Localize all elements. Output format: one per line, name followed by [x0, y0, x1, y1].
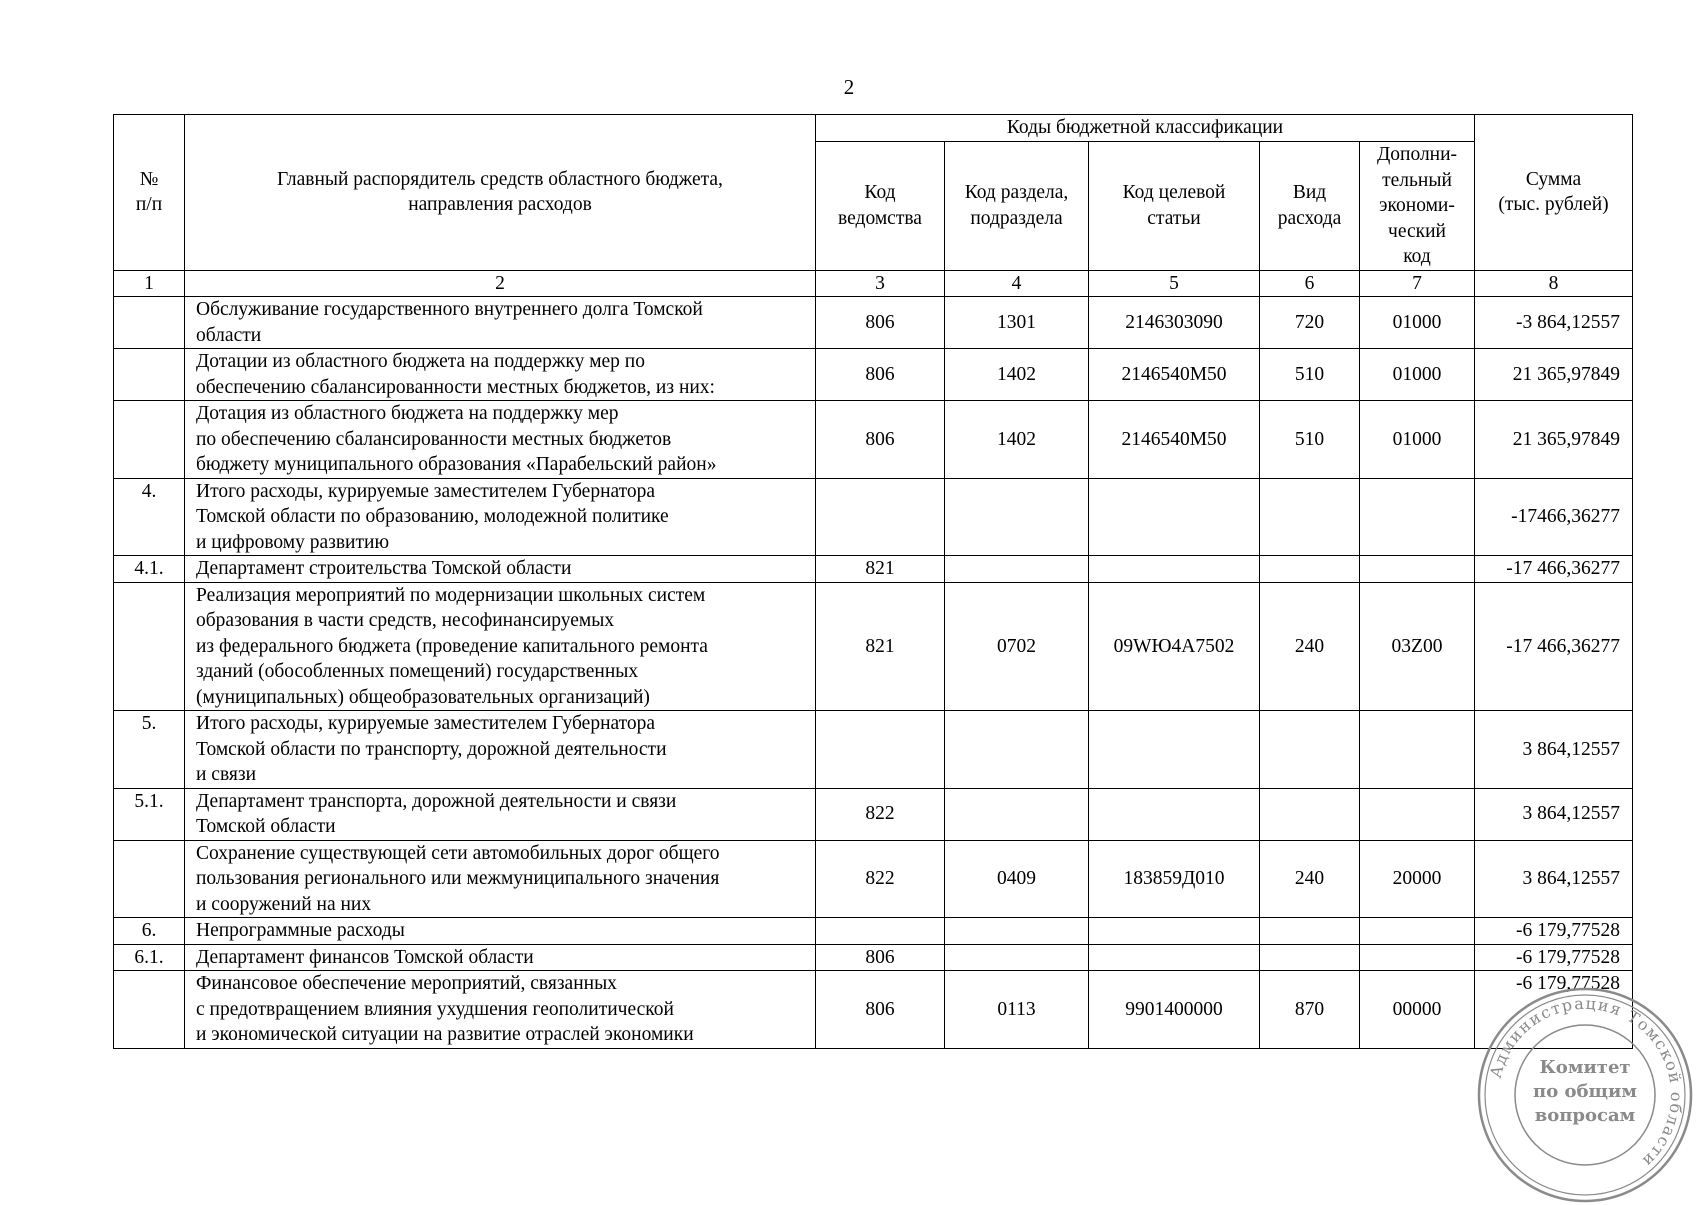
row-number — [114, 401, 185, 479]
section-code — [945, 711, 1089, 789]
section-code: 1402 — [945, 401, 1089, 479]
expense-kind: 240 — [1260, 582, 1360, 711]
column-index: 2 — [185, 270, 816, 297]
target-code — [1089, 711, 1260, 789]
table-row — [114, 349, 1633, 401]
row-number: 5.1. — [114, 788, 185, 840]
dept-code: 806 — [816, 401, 945, 479]
extra-code — [1360, 788, 1475, 840]
header-extra-code: Дополни- тельный экономи- ческий код — [1360, 142, 1475, 271]
header-section-code: Код раздела, подраздела — [945, 142, 1089, 271]
row-sum: -17 466,36277 — [1475, 556, 1633, 583]
table-row — [114, 582, 1633, 711]
dept-code: 806 — [816, 944, 945, 971]
budget-table — [113, 114, 1633, 1049]
row-number — [114, 582, 185, 711]
header-num: № п/п — [114, 115, 185, 271]
extra-code — [1360, 711, 1475, 789]
row-sum: -3 864,12557 — [1475, 297, 1633, 349]
row-sum: 21 365,97849 — [1475, 401, 1633, 479]
extra-code: 00000 — [1360, 971, 1475, 1049]
column-index: 4 — [945, 270, 1089, 297]
row-sum: -17466,36277 — [1475, 478, 1633, 556]
row-name: Итого расходы, курируемые заместителем Губернатора Томской области по транспорту, дорожной деятельности и связи — [185, 711, 816, 789]
row-name: Департамент строительства Томской области — [185, 556, 816, 583]
extra-code — [1360, 478, 1475, 556]
row-name: Обслуживание государственного внутреннего долга Томской области — [185, 297, 816, 349]
table-row — [114, 297, 1633, 349]
section-code: 1402 — [945, 349, 1089, 401]
target-code: 9901400000 — [1089, 971, 1260, 1049]
row-number: 6.1. — [114, 944, 185, 971]
dept-code: 806 — [816, 971, 945, 1049]
row-number — [114, 349, 185, 401]
expense-kind — [1260, 788, 1360, 840]
dept-code: 822 — [816, 840, 945, 918]
row-name: Дотация из областного бюджета на поддержку мер по обеспечению сбалансированности местных бюджетов бюджету муниципального образования «Парабельский район» — [185, 401, 816, 479]
row-number — [114, 840, 185, 918]
dept-code: 821 — [816, 556, 945, 583]
target-code: 2146540М50 — [1089, 401, 1260, 479]
row-sum: 3 864,12557 — [1475, 711, 1633, 789]
row-sum: 3 864,12557 — [1475, 788, 1633, 840]
extra-code: 20000 — [1360, 840, 1475, 918]
header-expense-kind: Вид расхода — [1260, 142, 1360, 271]
row-sum: -6 179,77528 — [1475, 944, 1633, 971]
extra-code: 01000 — [1360, 349, 1475, 401]
section-code: 0702 — [945, 582, 1089, 711]
expense-kind — [1260, 556, 1360, 583]
target-code — [1089, 944, 1260, 971]
dept-code — [816, 711, 945, 789]
column-index: 8 — [1475, 270, 1633, 297]
expense-kind — [1260, 711, 1360, 789]
column-index: 5 — [1089, 270, 1260, 297]
row-name: Итого расходы, курируемые заместителем Губернатора Томской области по образованию, молодежной политике и цифровому развитию — [185, 478, 816, 556]
table-row — [114, 944, 1633, 971]
expense-kind — [1260, 918, 1360, 945]
row-name: Сохранение существующей сети автомобильных дорог общего пользования регионального или межмуниципального значения и сооружений на них — [185, 840, 816, 918]
column-index-row — [114, 270, 1633, 297]
table-row — [114, 788, 1633, 840]
column-index: 1 — [114, 270, 185, 297]
row-sum: -17 466,36277 — [1475, 582, 1633, 711]
extra-code: 01000 — [1360, 297, 1475, 349]
table-header — [114, 115, 1633, 297]
expense-kind: 240 — [1260, 840, 1360, 918]
target-code — [1089, 918, 1260, 945]
row-number: 6. — [114, 918, 185, 945]
section-code — [945, 788, 1089, 840]
row-name: Непрограммные расходы — [185, 918, 816, 945]
page-number: 2 — [843, 75, 855, 99]
row-number: 4.1. — [114, 556, 185, 583]
header-dept-code: Код ведомства — [816, 142, 945, 271]
dept-code: 821 — [816, 582, 945, 711]
stamp-center-line: вопросам — [1534, 1105, 1636, 1126]
section-code — [945, 944, 1089, 971]
target-code — [1089, 478, 1260, 556]
stamp-ring-text: Администрация Томской области — [1485, 993, 1687, 1172]
expense-kind — [1260, 478, 1360, 556]
row-sum: 21 365,97849 — [1475, 349, 1633, 401]
extra-code: 01000 — [1360, 401, 1475, 479]
section-code: 1301 — [945, 297, 1089, 349]
row-number — [114, 297, 185, 349]
column-index: 7 — [1360, 270, 1475, 297]
stamp-center-line: Комитет — [1539, 1057, 1631, 1078]
dept-code: 822 — [816, 788, 945, 840]
row-name: Департамент финансов Томской области — [185, 944, 816, 971]
row-name: Реализация мероприятий по модернизации школьных систем образования в части средств, несофинансируемых из федерального бюджета (проведение капитального ремонта зданий (обособленных помещений) государственных (муниципальных) общеобразовательных организаций) — [185, 582, 816, 711]
row-sum: -6 179,77528 — [1475, 918, 1633, 945]
section-code: 0409 — [945, 840, 1089, 918]
extra-code: 03Z00 — [1360, 582, 1475, 711]
row-sum: 3 864,12557 — [1475, 840, 1633, 918]
stamp-center-line: по общим — [1533, 1081, 1637, 1102]
extra-code — [1360, 918, 1475, 945]
row-number — [114, 971, 185, 1049]
expense-kind: 720 — [1260, 297, 1360, 349]
column-index: 6 — [1260, 270, 1360, 297]
row-number: 4. — [114, 478, 185, 556]
header-target-code: Код целевой статьи — [1089, 142, 1260, 271]
table-body — [114, 297, 1633, 1049]
row-number: 5. — [114, 711, 185, 789]
header-classification-group: Коды бюджетной классификации — [816, 115, 1475, 142]
section-code — [945, 918, 1089, 945]
table-row — [114, 556, 1633, 583]
target-code: 2146540М50 — [1089, 349, 1260, 401]
dept-code — [816, 478, 945, 556]
target-code — [1089, 556, 1260, 583]
table-row — [114, 401, 1633, 479]
header-sum: Сумма (тыс. рублей) — [1475, 115, 1633, 271]
target-code: 2146303090 — [1089, 297, 1260, 349]
row-name: Финансовое обеспечение мероприятий, связанных с предотвращением влияния ухудшения геополитической и экономической ситуации на развитие отраслей экономики — [185, 971, 816, 1049]
table-row — [114, 971, 1633, 1049]
column-index: 3 — [816, 270, 945, 297]
extra-code — [1360, 556, 1475, 583]
header-name: Главный распорядитель средств областного бюджета, направления расходов — [185, 115, 816, 271]
expense-kind: 510 — [1260, 349, 1360, 401]
extra-code — [1360, 944, 1475, 971]
table-row — [114, 840, 1633, 918]
target-code: 183859Д010 — [1089, 840, 1260, 918]
table-row — [114, 711, 1633, 789]
expense-kind: 510 — [1260, 401, 1360, 479]
target-code — [1089, 788, 1260, 840]
target-code: 09WЮ4А7502 — [1089, 582, 1260, 711]
section-code — [945, 556, 1089, 583]
expense-kind — [1260, 944, 1360, 971]
expense-kind: 870 — [1260, 971, 1360, 1049]
section-code: 0113 — [945, 971, 1089, 1049]
row-sum: -6 179,77528 — [1475, 971, 1633, 1049]
dept-code: 806 — [816, 297, 945, 349]
dept-code: 806 — [816, 349, 945, 401]
stamp-seal — [1475, 985, 1695, 1205]
row-name: Дотации из областного бюджета на поддержку мер по обеспечению сбалансированности местных бюджетов, из них: — [185, 349, 816, 401]
section-code — [945, 478, 1089, 556]
dept-code — [816, 918, 945, 945]
row-name: Департамент транспорта, дорожной деятельности и связи Томской области — [185, 788, 816, 840]
table-row — [114, 478, 1633, 556]
table-row — [114, 918, 1633, 945]
